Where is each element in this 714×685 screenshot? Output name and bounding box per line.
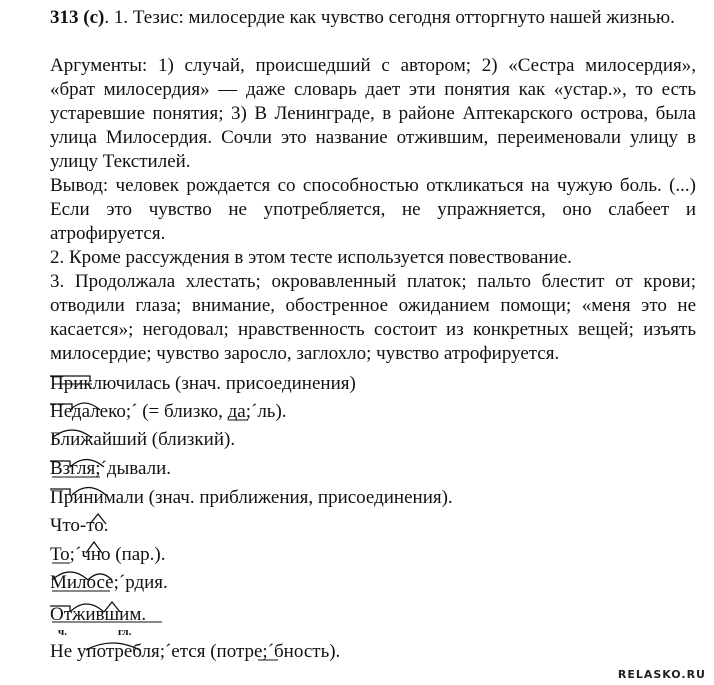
thesis-text: . 1. Тезис: милосердие как чувство сегодня отторгнуто нашей жизнью. — [104, 7, 675, 28]
word-analysis-line: Что-то. — [50, 515, 109, 536]
word-analysis-line: Не употребля;´ется (потре;´бность). — [50, 641, 341, 662]
watermark: RELASKO.RU — [617, 668, 706, 681]
word-analysis-line: Ближайший (близкий). — [50, 429, 236, 450]
word-analysis-line: То;´чно (пар.). — [50, 544, 166, 565]
word-analysis-line: Принимали (знач. приближения, присоединения). — [50, 487, 453, 508]
paragraph-conclusion: Вывод: человек рождается со способностью откликаться на чужую боль. (...) Если это чувство не употребляется, не упражняется, оно слабеет и атрофируется. — [50, 175, 696, 244]
word-analysis-line: Милосе;´рдия. — [50, 572, 168, 593]
word-analysis-line: Отжившим. — [50, 604, 147, 625]
paragraph-thesis — [50, 6, 696, 30]
word-analysis-line: Недалеко;´ (= близко, да;´ль). — [50, 401, 287, 422]
paragraph-arguments: Аргументы: 1) случай, происшедший с автором; 2) «Сестра милосердия», «брат милосердия» — даже словарь дает эти понятия как «устар.», то есть устаревшие понятия; 3) В Ленинграде, в районе Аптекарского острова, была улица Милосердия. Сочли это название отжившим, переименовали улицу в улицу Текстилей. — [50, 55, 696, 172]
part-of-speech-mark-noun: ч. — [58, 626, 67, 638]
paragraph-item-3: 3. Продолжала хлестать; окровавленный платок; пальто блестит от крови; отводили глаза; внимание, обостренное ожиданием помощи; «меня это не касается»; негодовал; нравственность состоит из конкретных вещей; изъять милосердие; чувство заросло, заглохло; чувство атрофируется. — [50, 271, 696, 364]
part-of-speech-mark-verb: гл. — [118, 626, 132, 638]
word-analysis-line: Взгля;´дывали. — [50, 458, 171, 479]
word-analysis-line: Приключилась (знач. присоединения) — [50, 373, 356, 394]
paragraph-item-2: 2. Кроме рассуждения в этом тесте используется повествование. — [50, 247, 572, 268]
task-number: 313 (с) — [50, 7, 105, 28]
